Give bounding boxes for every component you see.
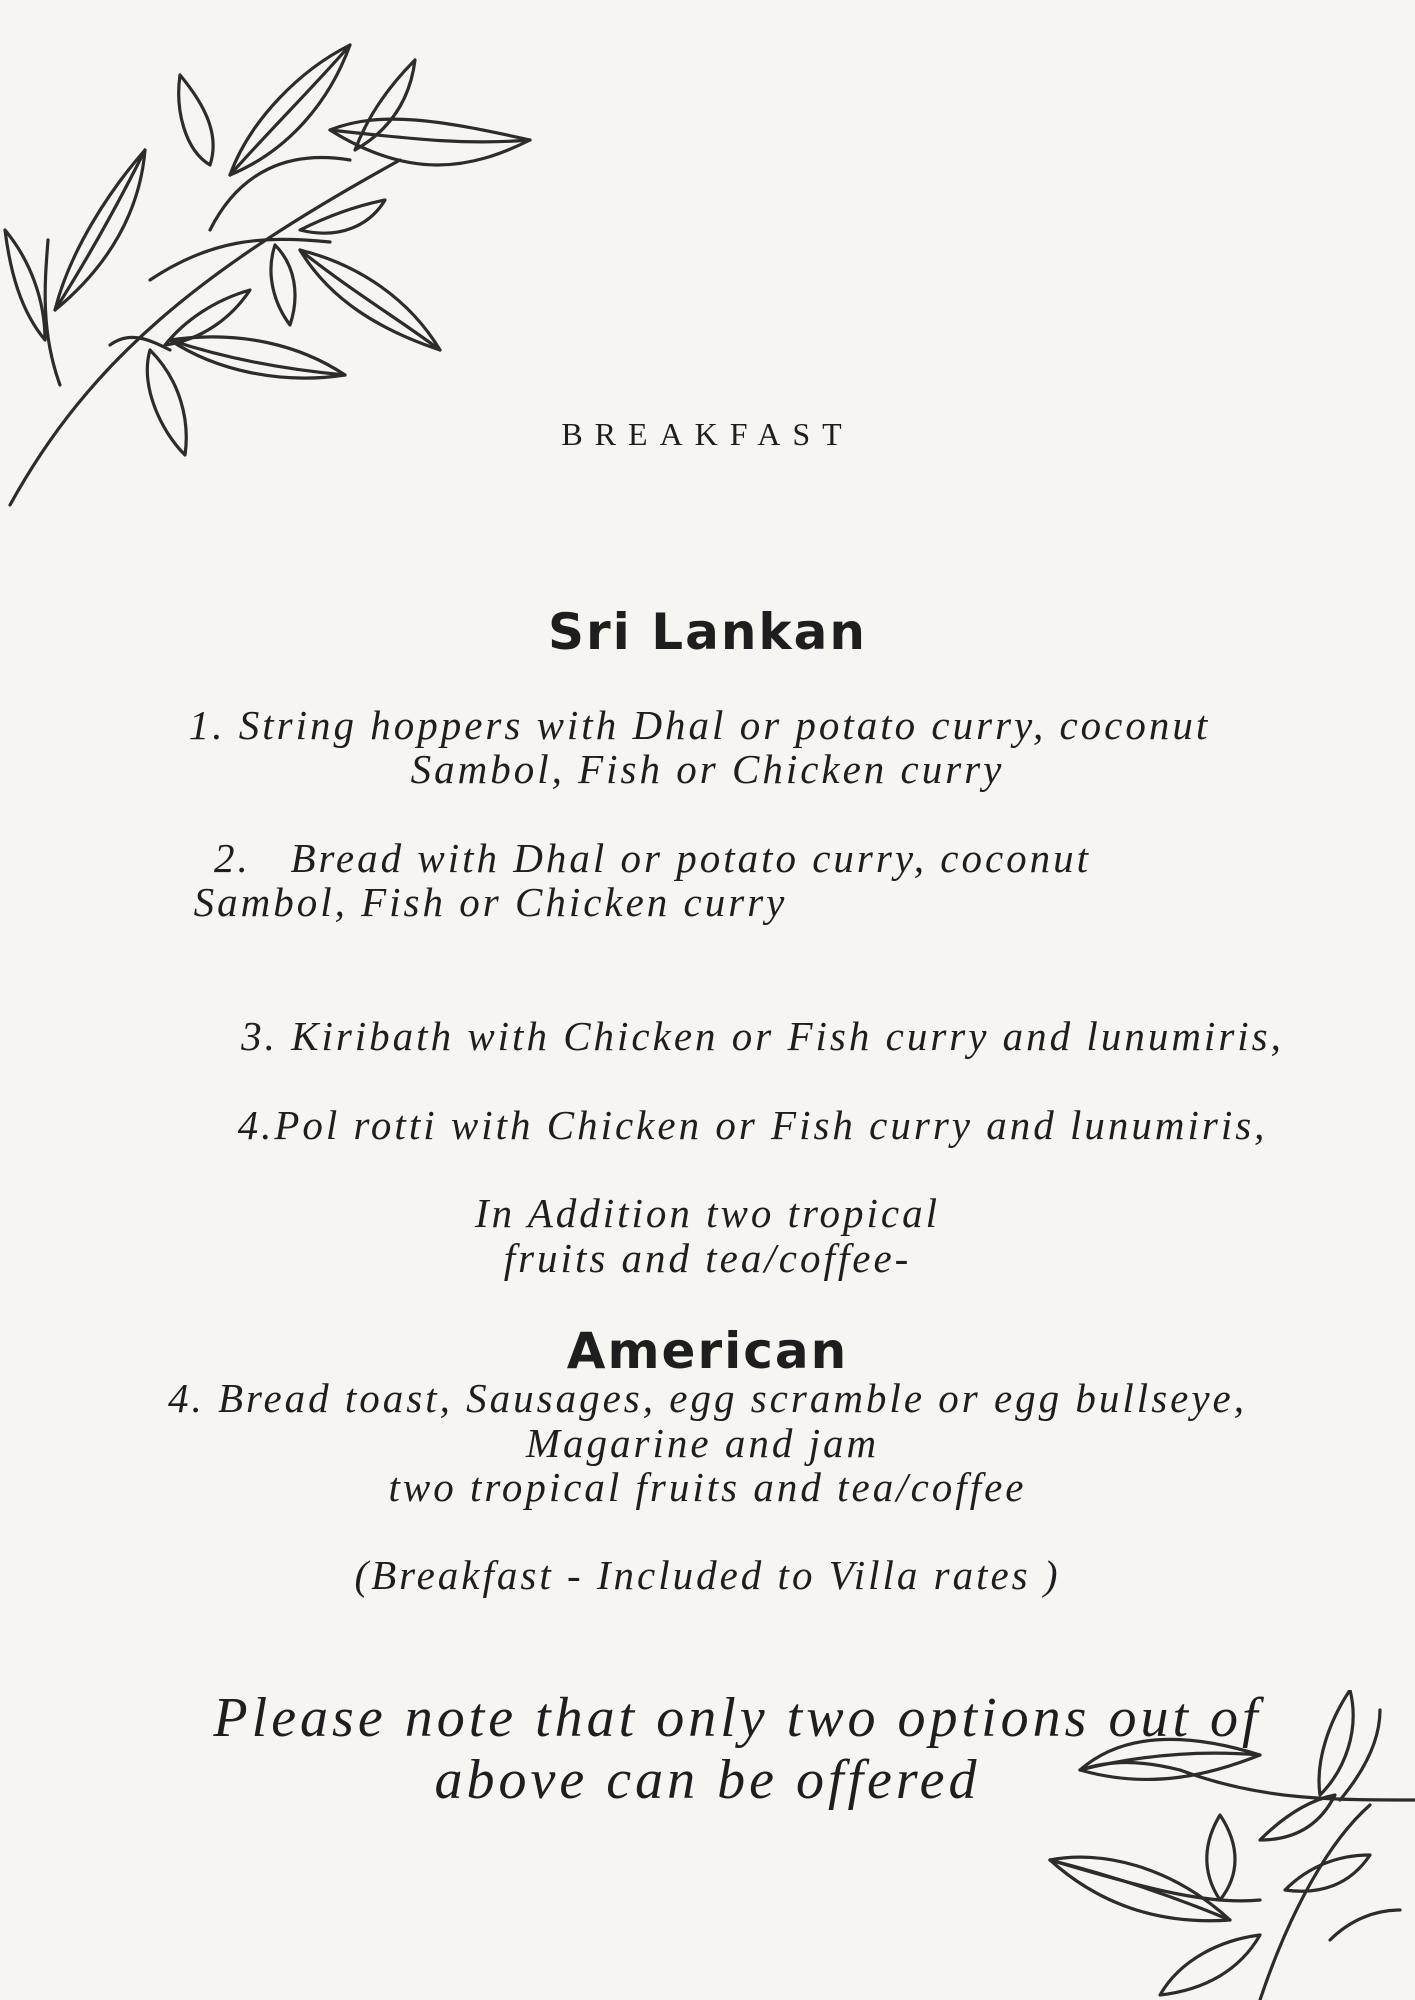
included-note: (Breakfast - Included to Villa rates ) bbox=[354, 1552, 1061, 1598]
notice-line-2: above can be offered bbox=[434, 1749, 981, 1811]
menu-item-1-line-1: 1. String hoppers with Dhal or potato curry, coconut bbox=[188, 702, 1211, 748]
american-item-line-3: two tropical fruits and tea/coffee bbox=[388, 1464, 1027, 1510]
menu-item-3: 3. Kiribath with Chicken or Fish curry and lunumiris, bbox=[241, 1013, 1284, 1059]
american-item-line-2: Magarine and jam bbox=[525, 1420, 880, 1466]
menu-title: BREAKFAST bbox=[561, 416, 854, 452]
menu-item-2-line-1: 2. Bread with Dhal or potato curry, coconut bbox=[213, 835, 1092, 881]
menu-item-1-line-2: Sambol, Fish or Chicken curry bbox=[410, 746, 1005, 792]
section-heading-american: American bbox=[566, 1322, 849, 1380]
section-heading-sri-lankan: Sri Lankan bbox=[548, 603, 867, 661]
american-item-line-1: 4. Bread toast, Sausages, egg scramble or egg bullseye, bbox=[167, 1375, 1247, 1421]
menu-item-4: 4.Pol rotti with Chicken or Fish curry and lunumiris, bbox=[237, 1102, 1268, 1148]
menu-item-2-line-2: Sambol, Fish or Chicken curry bbox=[193, 879, 788, 925]
notice-line-1: Please note that only two options out of bbox=[213, 1687, 1262, 1749]
addition-line-2: fruits and tea/coffee- bbox=[503, 1235, 912, 1281]
addition-line-1: In Addition two tropical bbox=[475, 1190, 940, 1236]
